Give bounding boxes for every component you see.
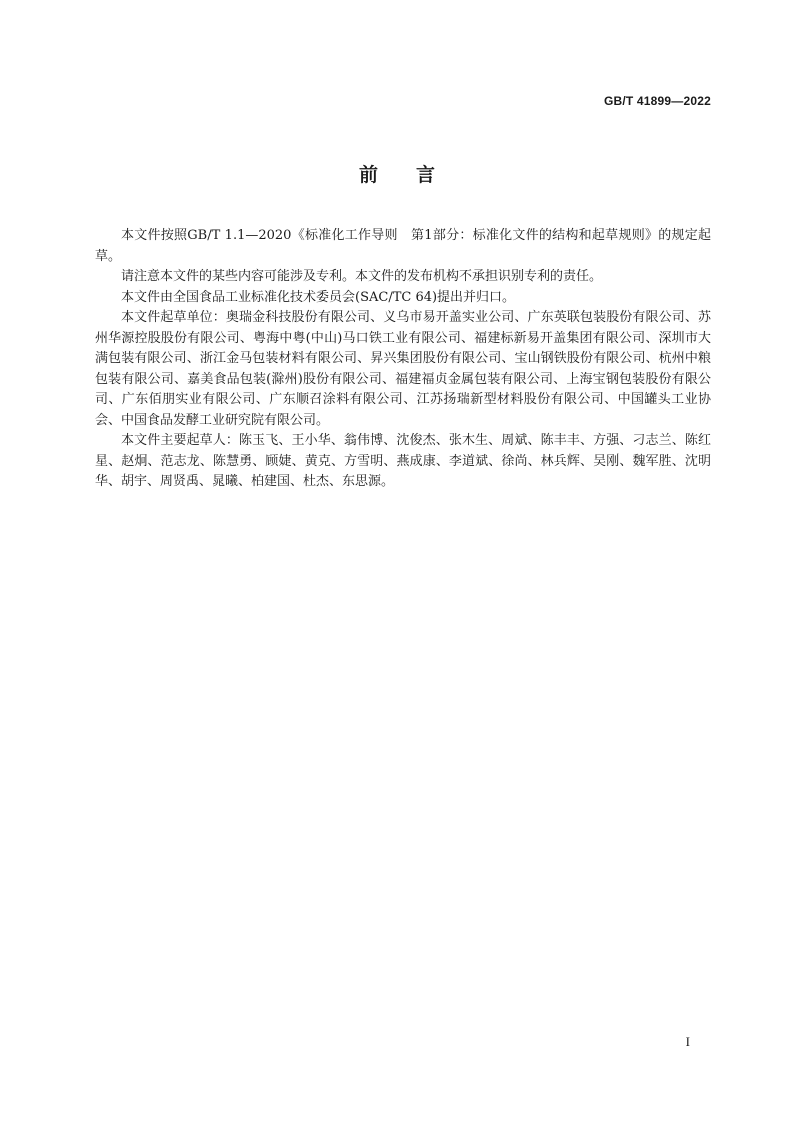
foreword-body <box>95 226 711 493</box>
paragraph-patent-notice: 请注意本文件的某些内容可能涉及专利。本文件的发布机构不承担识别专利的责任。 <box>121 269 603 284</box>
paragraph-drafting-rules: 本文件按照GB/T 1.1—2020《标准化工作导则 第1部分：标准化文件的结构和起草规则》的规定起草。 <box>95 228 711 264</box>
page-number: I <box>685 1034 690 1049</box>
paragraph-proposing-committee: 本文件由全国食品工业标准化技术委员会(SAC/TC 64)提出并归口。 <box>121 289 516 305</box>
paragraph-main-drafters: 本文件主要起草人：陈玉飞、王小华、翁伟博、沈俊杰、张木生、周斌、陈丰丰、方强、刁志兰、陈红星、赵炯、范志龙、陈慧勇、顾婕、黄克、方雪明、燕成康、李道斌、徐尚、林兵辉、吴刚、魏军胜、沈明华、胡宇、周贤禹、晁曦、柏建国、杜杰、东思源。 <box>95 433 711 489</box>
page-title: 前言 <box>358 164 473 186</box>
paragraph-drafting-organizations: 本文件起草单位：奥瑞金科技股份有限公司、义乌市易开盖实业公司、广东英联包装股份有限公司、苏州华源控股股份有限公司、粤海中粤(中山)马口铁工业有限公司、福建标新易开盖集团有限公司、深圳市大满包装有限公司、浙江金马包装材料有限公司、昇兴集团股份有限公司、宝山钢铁股份有限公司、杭州中粮包装有限公司、嘉美食品包装(滁州)股份有限公司、福建福贞金属包装有限公司、上海宝钢包装股份有限公司、广东佰朋实业有限公司、广东顺召涂料有限公司、江苏扬瑞新型材料股份有限公司、中国罐头工业协会、中国食品发酵工业研究院有限公司。 <box>95 310 711 428</box>
standard-number: GB/T 41899—2022 <box>603 94 711 108</box>
